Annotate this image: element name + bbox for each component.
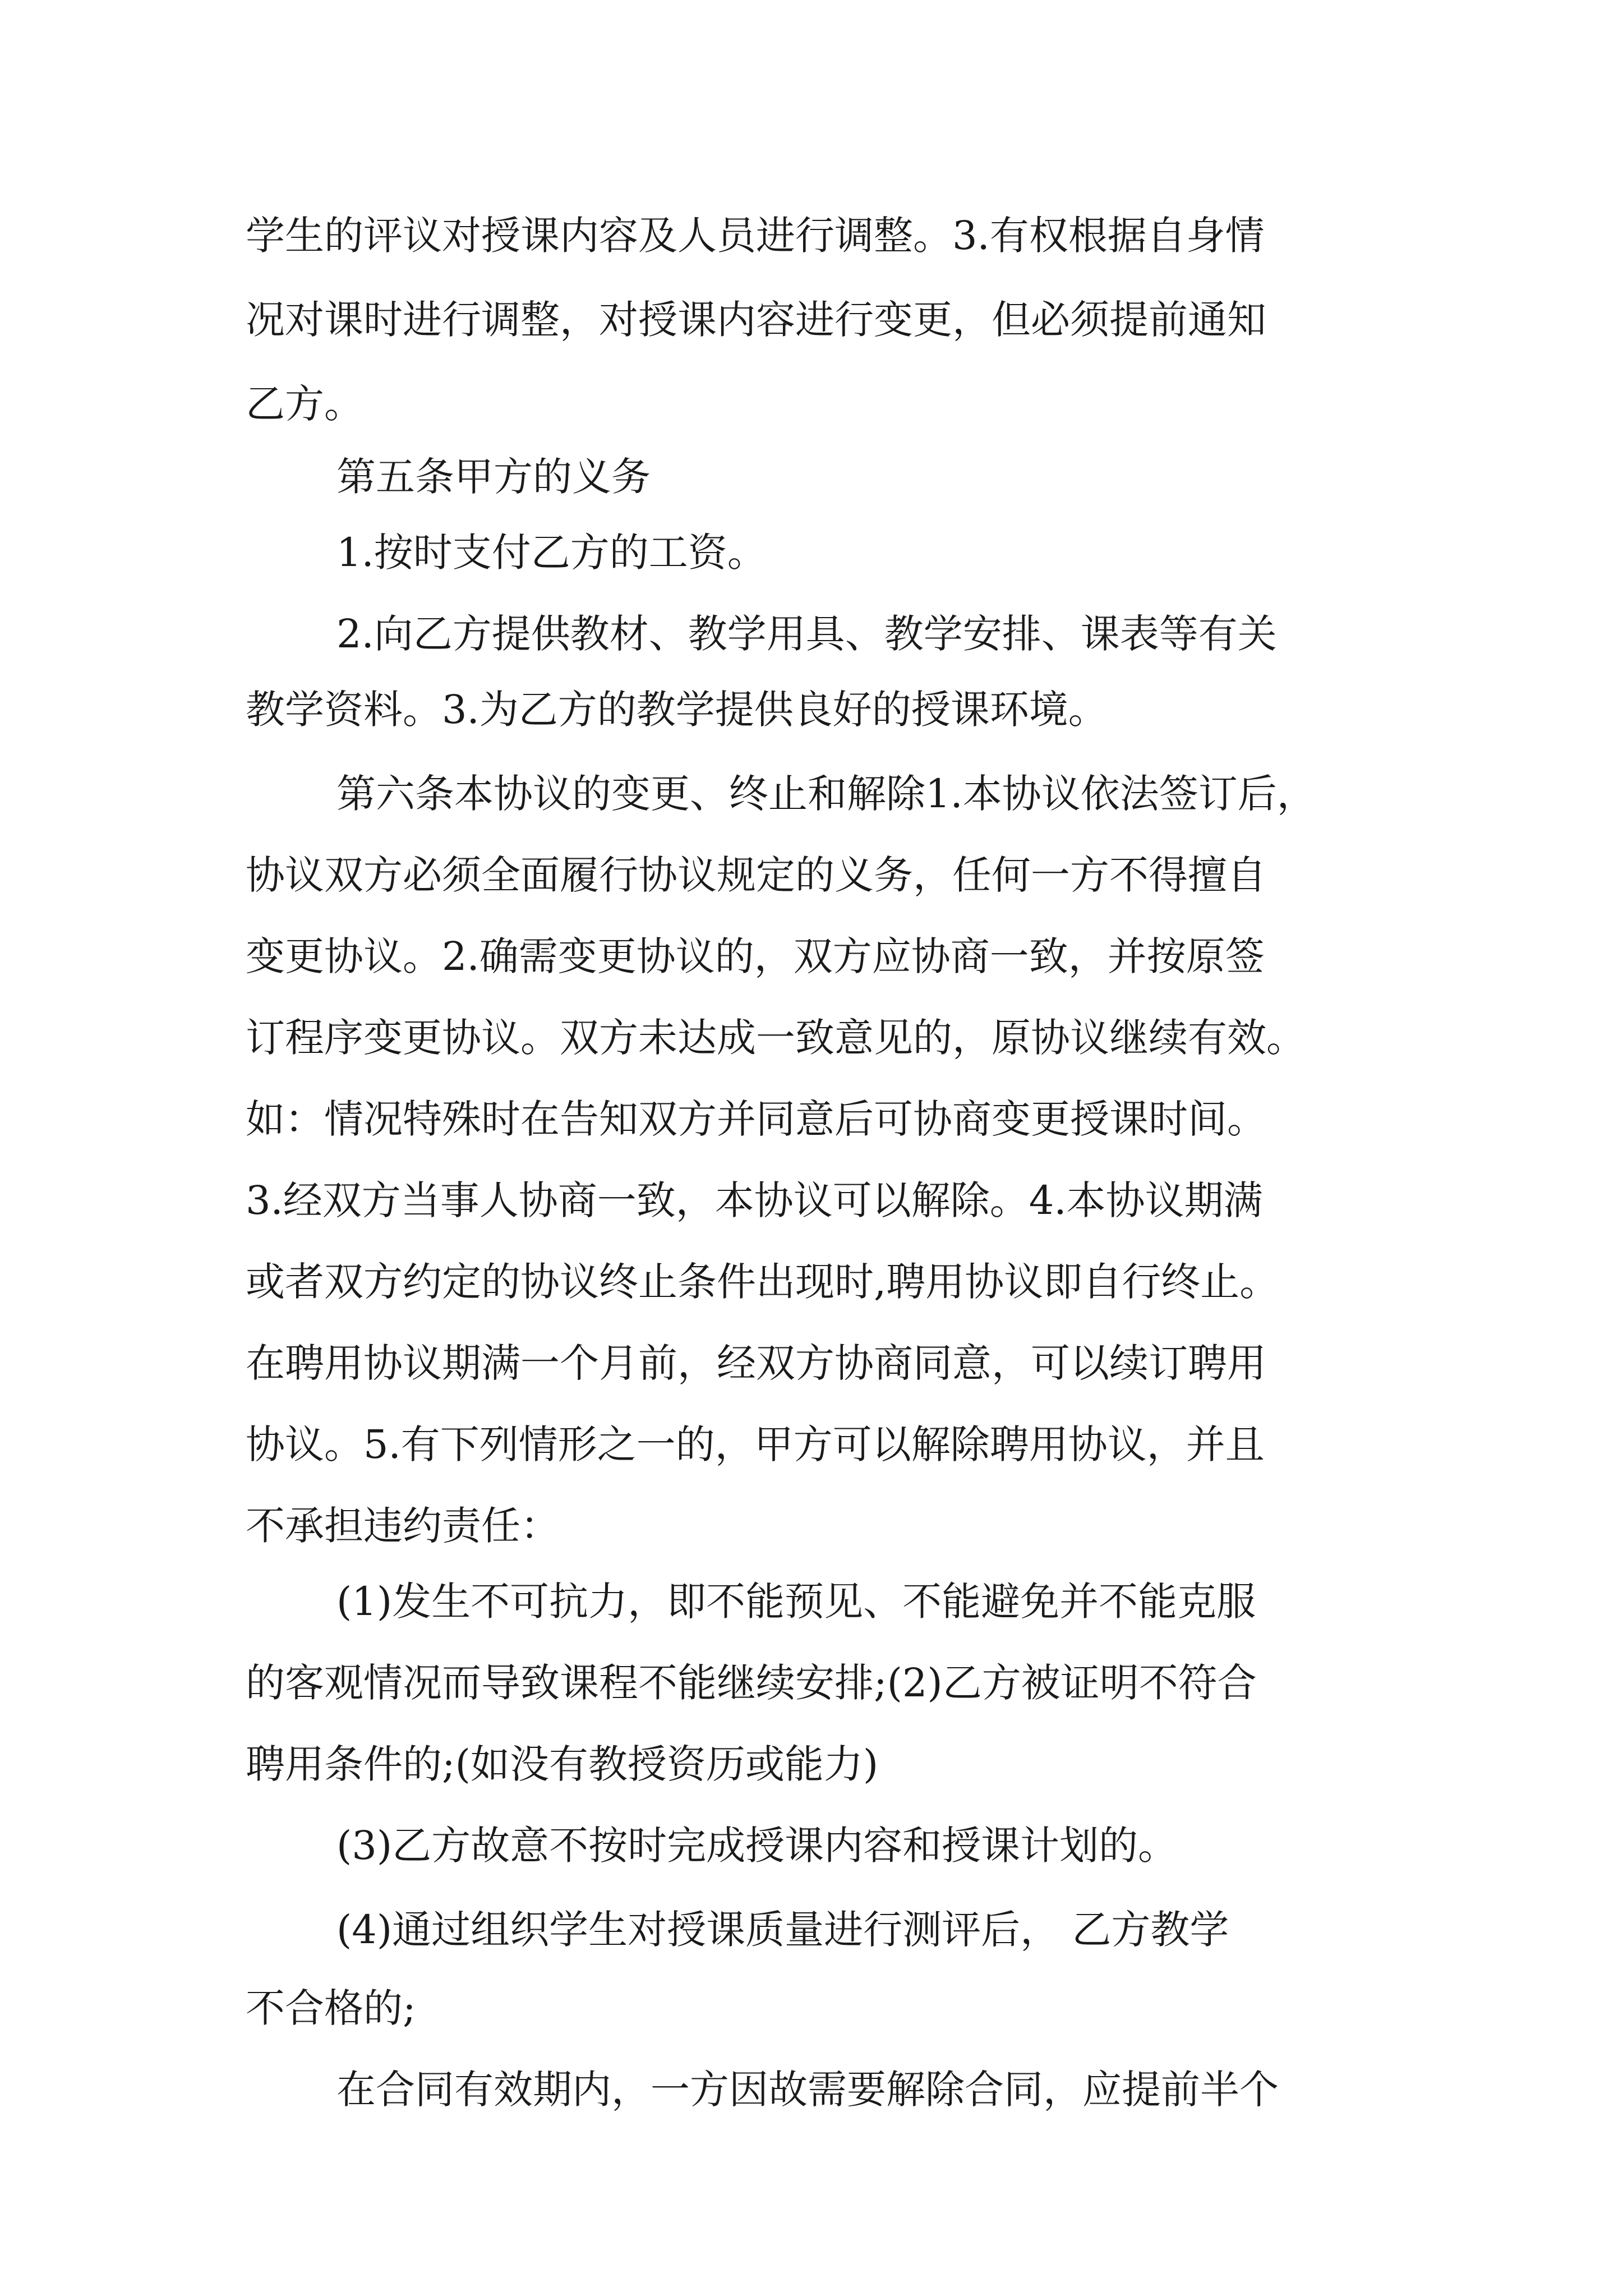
text-line: 在合同有效期内，一方因故需要解除合同，应提前半个 — [336, 2067, 1279, 2113]
section-heading: 第五条甲方的义务 — [336, 454, 651, 500]
text-line: 如：情况特殊时在告知双方并同意后可协商变更授课时间。 — [246, 1096, 1266, 1142]
text-line: 的客观情况而导致课程不能继续安排;(2)乙方被证明不符合 — [246, 1660, 1257, 1706]
text-line: (1)发生不可抗力，即不能预见、不能避免并不能克服 — [336, 1579, 1256, 1625]
text-line: 不承担违约责任： — [246, 1503, 560, 1549]
text-line: 变更协议。2.确需变更协议的，双方应协商一致，并按原签 — [246, 933, 1265, 979]
text-line: 1.按时支付乙方的工资。 — [336, 530, 767, 576]
text-line: 聘用条件的;(如没有教授资历或能力) — [246, 1741, 879, 1787]
text-line: 乙方。 — [246, 381, 363, 427]
text-line: (4)通过组织学生对授课质量进行测评后， 乙方教学 — [336, 1907, 1229, 1953]
text-line: 3.经双方当事人协商一致，本协议可以解除。4.本协议期满 — [246, 1177, 1263, 1223]
text-line: 学生的评议对授课内容及人员进行调整。3.有权根据自身情 — [246, 213, 1265, 259]
text-line: 或者双方约定的协议终止条件出现时,聘用协议即自行终止。 — [246, 1259, 1279, 1305]
text-line: 在聘用协议期满一个月前，经双方协商同意，可以续订聘用 — [246, 1340, 1266, 1386]
text-line: 协议。5.有下列情形之一的，甲方可以解除聘用协议，并且 — [246, 1421, 1265, 1467]
section-heading: 第六条本协议的变更、终止和解除1.本协议依法签订后， — [336, 771, 1316, 817]
text-line: 不合格的; — [246, 1985, 416, 2031]
text-line: 教学资料。3.为乙方的教学提供良好的授课环境。 — [246, 687, 1108, 733]
text-line: 2.向乙方提供教材、教学用具、教学安排、课表等有关 — [336, 611, 1277, 657]
text-line: (3)乙方故意不按时完成授课内容和授课计划的。 — [336, 1823, 1178, 1869]
text-line: 订程序变更协议。双方未达成一致意见的，原协议继续有效。 — [246, 1015, 1306, 1061]
text-line: 况对课时进行调整，对授课内容进行变更，但必须提前通知 — [246, 297, 1266, 343]
text-line: 协议双方必须全面履行协议规定的义务，任何一方不得擅自 — [246, 852, 1266, 898]
